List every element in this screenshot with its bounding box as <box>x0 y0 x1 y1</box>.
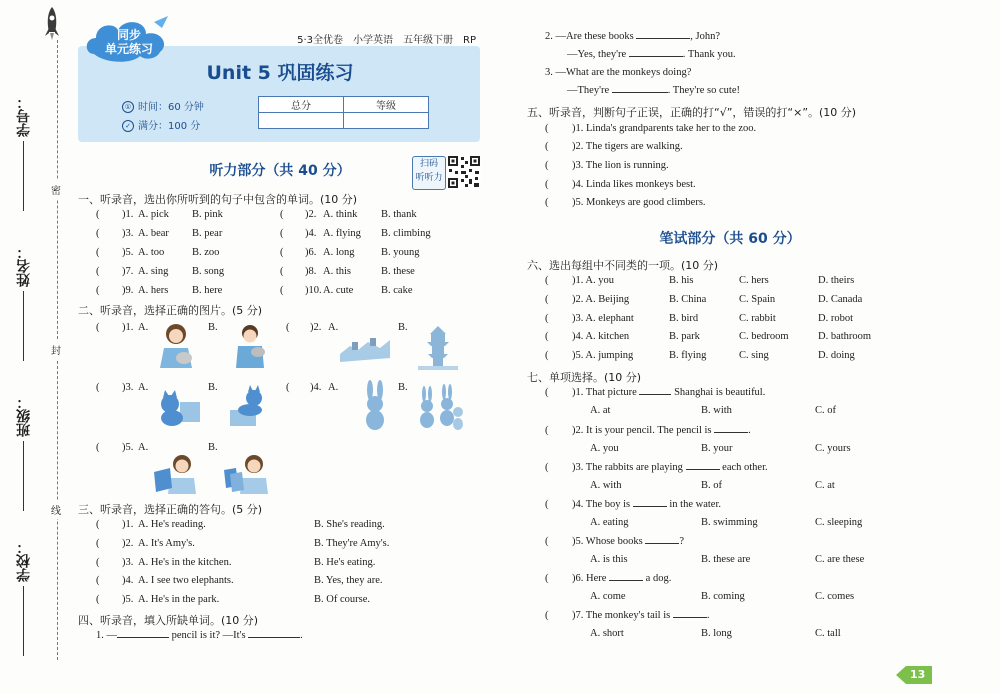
s1-option-a: A. too <box>138 247 165 258</box>
s6-option: D. Canada <box>818 294 863 305</box>
s6-option: )4. A. kitchen <box>572 331 630 342</box>
s2-option-b: B. <box>398 382 408 393</box>
page-number: 13 <box>910 668 926 681</box>
three-rabbits-picture <box>414 384 464 430</box>
s7-option-b: B. long <box>701 628 732 639</box>
s3-answer-paren[interactable]: ( <box>96 557 100 568</box>
s7-blank[interactable] <box>673 617 707 618</box>
s1-option-a: A. think <box>323 209 358 220</box>
s1-answer-paren[interactable]: ( <box>96 266 100 277</box>
s2-option-a: A. <box>138 442 149 453</box>
s7-blank[interactable] <box>639 394 671 395</box>
s4-q3: 3. —What are the monkeys doing? <box>545 67 692 78</box>
total-score-header: 总分 <box>259 97 344 113</box>
s7-option-b: B. with <box>701 405 732 416</box>
s5-statement: )1. Linda's grandparents take her to the zoo. <box>572 123 757 134</box>
s6-option: C. Spain <box>739 294 776 305</box>
class-field[interactable]: 班级： <box>14 395 34 511</box>
s3-answer-paren[interactable]: ( <box>96 575 100 586</box>
s1-option-a: A. pick <box>138 209 169 220</box>
s3-option-a: A. It's Amy's. <box>138 538 195 549</box>
score-table <box>258 96 429 129</box>
s7-option-c: C. comes <box>815 591 855 602</box>
total-score-cell[interactable] <box>259 113 344 129</box>
s3-option-a: A. I see two elephants. <box>138 575 234 586</box>
s1-item-number: )1. <box>122 209 134 220</box>
s6-option: B. bird <box>669 313 699 324</box>
s7-answer-paren[interactable]: ( <box>545 499 549 510</box>
cat-on-box-picture <box>224 382 272 430</box>
s3-item-number: )2. <box>122 538 134 549</box>
s6-option: D. theirs <box>818 275 855 286</box>
s7-option-c: C. of <box>815 405 836 416</box>
s6-option: C. bedroom <box>739 331 789 342</box>
s7-blank[interactable] <box>633 506 667 507</box>
writing-heading: 笔试部分（共 60 分） <box>659 231 801 247</box>
school-field[interactable]: 学校： <box>14 540 34 656</box>
s6-option: C. hers <box>739 275 769 286</box>
s5-statement: )4. Linda likes monkeys best. <box>572 179 696 190</box>
s7-answer-paren[interactable]: ( <box>545 573 549 584</box>
s4-q1-blank-1[interactable] <box>117 637 169 638</box>
s6-option: )1. A. you <box>572 275 614 286</box>
s1-option-b: B. pink <box>192 209 223 220</box>
listening-heading: 听力部分（共 40 分） <box>209 163 351 179</box>
grade-cell[interactable] <box>344 113 429 129</box>
s4-title: 四、听录音，填入所缺单词。(10 分) <box>78 614 259 627</box>
s7-answer-paren[interactable]: ( <box>545 387 549 398</box>
s7-option-c: C. tall <box>815 628 841 639</box>
rocket-icon <box>42 6 62 42</box>
s3-item-number: )5. <box>122 594 134 605</box>
s1-option-a: A. hers <box>138 285 169 296</box>
s3-item-number: )4. <box>122 575 134 586</box>
s5-statement: )5. Monkeys are good climbers. <box>572 197 706 208</box>
s7-option-a: A. short <box>590 628 624 639</box>
s5-answer-paren[interactable]: ( <box>545 160 549 171</box>
s5-answer-paren[interactable]: ( <box>545 141 549 152</box>
book-meta: 5·3全优卷 小学英语 五年级下册 RP <box>297 35 476 46</box>
s1-answer-paren[interactable]: ( <box>96 247 100 258</box>
s5-statement: )3. The lion is running. <box>572 160 669 171</box>
s6-answer-paren[interactable]: ( <box>545 313 549 324</box>
s2-option-a: A. <box>138 382 149 393</box>
s2-answer-paren[interactable]: ( <box>96 322 100 333</box>
s4-q1-blank-2[interactable] <box>248 637 300 638</box>
full-marks: ✓ 满分：100 分 <box>122 117 200 132</box>
girl-reading-book-picture <box>152 452 200 494</box>
s6-option: D. doing <box>818 350 855 361</box>
pagoda-picture <box>418 324 458 370</box>
badge-line-2: 单元练习 <box>104 42 153 56</box>
seal-word-mi: 密 <box>51 180 61 199</box>
s6-title: 六、选出每组中不同类的一项。(10 分) <box>527 259 719 272</box>
s2-item-number: )3. <box>122 382 134 393</box>
s7-answer-paren[interactable]: ( <box>545 462 549 473</box>
student-name-field[interactable]: 姓名： <box>14 245 34 361</box>
s3-option-a: A. He's in the kitchen. <box>138 557 232 568</box>
great-wall-picture <box>340 328 390 366</box>
s3-answer-paren[interactable]: ( <box>96 538 100 549</box>
s6-answer-paren[interactable]: ( <box>545 275 549 286</box>
s4-q3-blank[interactable] <box>612 92 668 93</box>
s3-option-a: A. He's reading. <box>138 519 206 530</box>
s3-option-b: B. They're Amy's. <box>314 538 390 549</box>
s4-q2-blank[interactable] <box>636 38 690 39</box>
s1-option-b: B. pear <box>192 228 223 239</box>
s7-option-a: A. you <box>590 443 619 454</box>
s3-title: 三、听录音，选择正确的答句。(5 分) <box>78 503 263 516</box>
s6-option: B. flying <box>669 350 707 361</box>
s1-item-number: )2. <box>305 209 317 220</box>
s7-title: 七、单项选择。(10 分) <box>527 371 642 384</box>
unit-title: Unit 5 巩固练习 <box>206 62 354 84</box>
s7-question: )4. The boy is in the water. <box>572 499 721 510</box>
cat-with-box-picture <box>154 382 202 430</box>
s2-item-number: )2. <box>310 322 322 333</box>
s1-option-b: B. song <box>192 266 225 277</box>
s4-q1: 1. — pencil is it? —It's . <box>96 630 303 641</box>
s2-option-a: A. <box>138 322 149 333</box>
badge-line-1: 同步 <box>116 28 141 42</box>
s1-answer-paren[interactable]: ( <box>96 209 100 220</box>
time-limit: ① 时间：60 分钟 <box>122 98 204 113</box>
s1-option-a: A. sing <box>138 266 169 277</box>
s1-answer-paren[interactable]: ( <box>280 266 284 277</box>
s2-option-b: B. <box>398 322 408 333</box>
s5-title: 五、听录音，判断句子正误，正确的打“√”，错误的打“×”。(10 分) <box>527 106 857 119</box>
s1-title: 一、听录音，选出你所听到的句子中包含的单词。(10 分) <box>78 193 358 206</box>
s7-option-c: C. at <box>815 480 835 491</box>
s6-answer-paren[interactable]: ( <box>545 331 549 342</box>
s1-item-number: )5. <box>122 247 134 258</box>
scan-label: 扫码 听听力 <box>412 156 446 190</box>
s7-answer-paren[interactable]: ( <box>545 425 549 436</box>
s7-question: )2. It is your pencil. The pencil is . <box>572 425 751 436</box>
s1-answer-paren[interactable]: ( <box>96 228 100 239</box>
s7-answer-paren[interactable]: ( <box>545 610 549 621</box>
s7-option-b: B. coming <box>701 591 745 602</box>
s6-answer-paren[interactable]: ( <box>545 350 549 361</box>
s1-option-b: B. young <box>381 247 420 258</box>
s2-answer-paren[interactable]: ( <box>96 442 100 453</box>
s3-option-b: B. He's eating. <box>314 557 376 568</box>
student-number-field[interactable]: 学号： <box>14 95 34 211</box>
s3-option-a: A. He's in the park. <box>138 594 220 605</box>
s3-option-b: B. She's reading. <box>314 519 385 530</box>
s1-option-b: B. zoo <box>192 247 220 258</box>
s1-item-number: )10. <box>305 285 322 296</box>
s1-item-number: )4. <box>305 228 317 239</box>
s7-question: )1. That picture Shanghai is beautiful. <box>572 387 766 398</box>
boy-with-dog-picture <box>228 322 272 370</box>
s7-option-b: B. swimming <box>701 517 758 528</box>
s7-question: )3. The rabbits are playing each other. <box>572 462 768 473</box>
s2-answer-paren[interactable]: ( <box>96 382 100 393</box>
s2-option-a: A. <box>328 382 339 393</box>
s7-option-b: B. these are <box>701 554 751 565</box>
s7-option-c: C. yours <box>815 443 851 454</box>
s3-option-b: B. Of course. <box>314 594 370 605</box>
s5-statement: )2. The tigers are walking. <box>572 141 683 152</box>
s1-item-number: )8. <box>305 266 317 277</box>
s6-option: )2. A. Beijing <box>572 294 630 305</box>
s2-title: 二、听录音，选择正确的图片。(5 分) <box>78 304 263 317</box>
s7-blank[interactable] <box>714 432 748 433</box>
s1-answer-paren[interactable]: ( <box>280 209 284 220</box>
qr-code-icon[interactable] <box>447 155 481 189</box>
s1-option-a: A. long <box>323 247 355 258</box>
s1-option-a: A. bear <box>138 228 169 239</box>
s7-question: )5. Whose books ? <box>572 536 684 547</box>
s6-option: C. sing <box>739 350 769 361</box>
s3-item-number: )1. <box>122 519 134 530</box>
s1-option-b: B. cake <box>381 285 413 296</box>
s7-blank[interactable] <box>645 543 679 544</box>
s6-option: B. China <box>669 294 707 305</box>
s7-option-c: C. sleeping <box>815 517 863 528</box>
s1-answer-paren[interactable]: ( <box>280 247 284 258</box>
s2-option-b: B. <box>208 442 218 453</box>
s3-item-number: )3. <box>122 557 134 568</box>
s1-option-b: B. thank <box>381 209 417 220</box>
s7-answer-paren[interactable]: ( <box>545 536 549 547</box>
s2-item-number: )4. <box>310 382 322 393</box>
s3-option-b: B. Yes, they are. <box>314 575 383 586</box>
s7-option-c: C. are these <box>815 554 865 565</box>
s1-item-number: )9. <box>122 285 134 296</box>
s5-answer-paren[interactable]: ( <box>545 197 549 208</box>
s6-option: B. his <box>669 275 694 286</box>
s2-answer-paren[interactable]: ( <box>286 322 290 333</box>
s6-option: )5. A. jumping <box>572 350 634 361</box>
s1-answer-paren[interactable]: ( <box>96 285 100 296</box>
s2-option-b: B. <box>208 322 218 333</box>
girl-with-dog-picture <box>154 322 200 370</box>
s1-option-b: B. here <box>192 285 223 296</box>
s6-answer-paren[interactable]: ( <box>545 294 549 305</box>
s4-q2-answer-blank[interactable] <box>629 56 683 57</box>
s1-answer-paren[interactable]: ( <box>280 228 284 239</box>
s6-option: )3. A. elephant <box>572 313 634 324</box>
s1-option-b: B. climbing <box>381 228 431 239</box>
s5-answer-paren[interactable]: ( <box>545 179 549 190</box>
s2-item-number: )1. <box>122 322 134 333</box>
s4-q2: 2. —Are these books , John? <box>545 31 721 42</box>
s2-option-a: A. <box>328 322 339 333</box>
s2-item-number: )5. <box>122 442 134 453</box>
s4-q2-answer: —Yes, they're . Thank you. <box>567 49 736 60</box>
s7-question: )6. Here a dog. <box>572 573 672 584</box>
s7-option-a: A. come <box>590 591 626 602</box>
s7-option-a: A. at <box>590 405 611 416</box>
s1-option-b: B. these <box>381 266 415 277</box>
s6-option: B. park <box>669 331 700 342</box>
s5-answer-paren[interactable]: ( <box>545 123 549 134</box>
s7-blank[interactable] <box>686 469 720 470</box>
s6-option: D. bathroom <box>818 331 872 342</box>
s1-answer-paren[interactable]: ( <box>280 285 284 296</box>
s7-option-a: A. is this <box>590 554 628 565</box>
one-rabbit-picture <box>356 380 394 432</box>
s1-option-a: A. this <box>323 266 352 277</box>
s3-answer-paren[interactable]: ( <box>96 519 100 530</box>
s7-option-b: B. your <box>701 443 733 454</box>
s7-option-b: B. of <box>701 480 722 491</box>
seal-word-xian: 线 <box>51 500 61 519</box>
s1-option-a: A. flying <box>323 228 361 239</box>
s2-option-b: B. <box>208 382 218 393</box>
s1-option-a: A. cute <box>323 285 354 296</box>
s7-blank[interactable] <box>609 580 643 581</box>
s4-q3-answer: —They're . They're so cute! <box>567 85 741 96</box>
s6-option: D. robot <box>818 313 853 324</box>
s3-answer-paren[interactable]: ( <box>96 594 100 605</box>
s1-item-number: )7. <box>122 266 134 277</box>
s1-item-number: )6. <box>305 247 317 258</box>
girl-with-two-books-picture <box>222 452 272 494</box>
s7-option-a: A. eating <box>590 517 629 528</box>
seal-word-feng: 封 <box>51 340 61 359</box>
grade-header: 等级 <box>344 97 429 113</box>
s6-option: C. rabbit <box>739 313 776 324</box>
s2-answer-paren[interactable]: ( <box>286 382 290 393</box>
s7-option-a: A. with <box>590 480 622 491</box>
s7-question: )7. The monkey's tail is . <box>572 610 710 621</box>
s1-item-number: )3. <box>122 228 134 239</box>
